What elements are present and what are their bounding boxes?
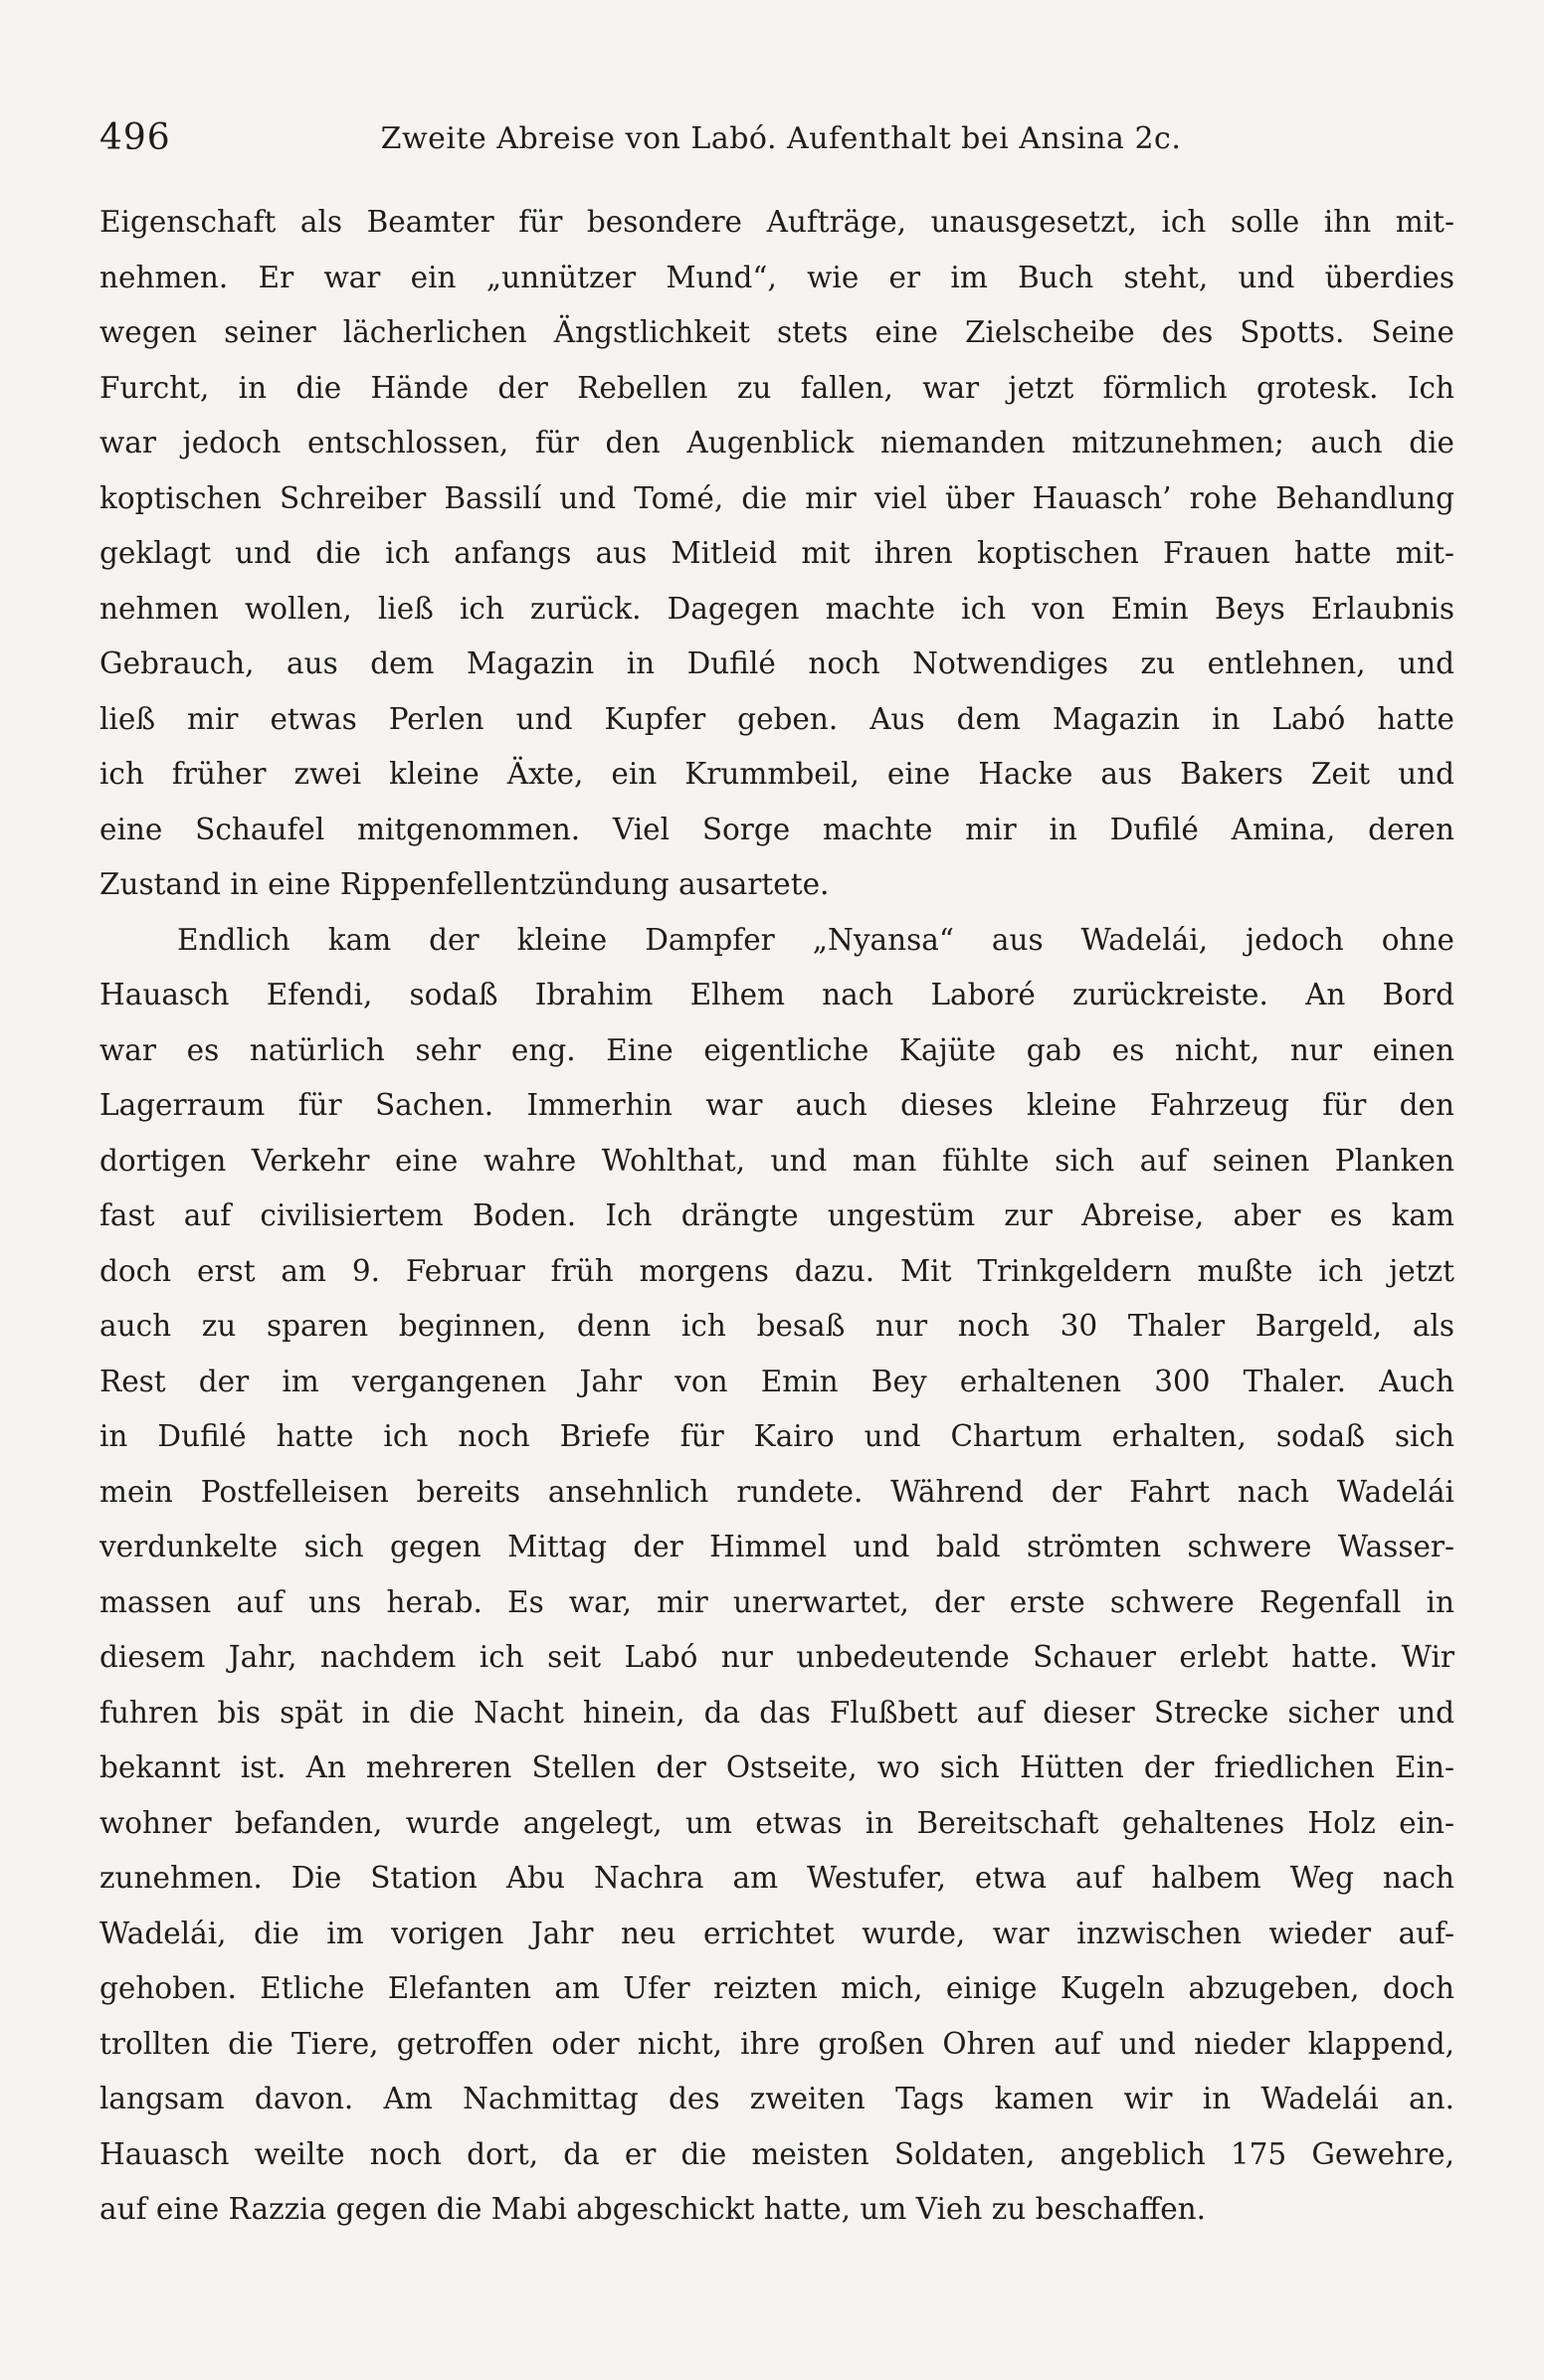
text-line: Lagerraum für Sachen. Immerhin war auch dieses kleine Fahrzeug für den <box>99 1088 1454 1122</box>
text-line: nehmen. Er war ein „unnützer Mund“, wie er im Buch steht, und überdies <box>99 260 1454 294</box>
text-line: wohner befanden, wurde angelegt, um etwas in Bereitschaft gehaltenes Holz ein- <box>99 1805 1454 1840</box>
text-line: langsam davon. Am Nachmittag des zweiten Tags kamen wir in Wadelái an. <box>99 2082 1454 2115</box>
text-line: ich früher zwei kleine Äxte, ein Krummbeil, eine Hacke aus Bakers Zeit und <box>99 757 1454 791</box>
text-line: bekannt ist. An mehreren Stellen der Ostseite, wo sich Hütten der friedlichen Ein- <box>99 1750 1454 1784</box>
text-line: Gebrauch, aus dem Magazin in Dufilé noch Notwendiges zu entlehnen, und <box>99 646 1454 680</box>
paragraph <box>99 913 1454 2238</box>
text-line: doch erst am 9. Februar früh morgens dazu. Mit Trinkgeldern mußte ich jetzt <box>99 1253 1454 1288</box>
text-line: Endlich kam der kleine Dampfer „Nyansa“ aus Wadelái, jedoch ohne <box>177 922 1454 957</box>
text-line: Hauasch weilte noch dort, da er die meisten Soldaten, angeblich 175 Gewehre, <box>99 2136 1454 2171</box>
page-number: 496 <box>99 117 171 158</box>
text-line: dortigen Verkehr eine wahre Wohlthat, und man fühlte sich auf seinen Planken <box>99 1143 1454 1178</box>
text-line: zunehmen. Die Station Abu Nachra am Westufer, etwa auf halbem Weg nach <box>99 1861 1454 1895</box>
text-line: Rest der im vergangenen Jahr von Emin Bey erhaltenen 300 Thaler. Auch <box>99 1364 1454 1398</box>
text-line: auf eine Razzia gegen die Mabi abgeschickt hatte, um Vieh zu beschaffen. <box>99 2192 1207 2226</box>
text-line: Wadelái, die im vorigen Jahr neu errichtet wurde, war inzwischen wieder auf- <box>99 1916 1454 1950</box>
text-line: in Dufilé hatte ich noch Briefe für Kairo und Chartum erhalten, sodaß sich <box>99 1419 1454 1453</box>
text-line: mein Postfelleisen bereits ansehnlich rundete. Während der Fahrt nach Wadelái <box>99 1474 1454 1509</box>
text-line: Eigenschaft als Beamter für besondere Aufträge, unausgesetzt, ich solle ihn mit- <box>99 205 1454 239</box>
text-line: war jedoch entschlossen, für den Augenblick niemanden mitzunehmen; auch die <box>99 426 1454 459</box>
text-line: Hauasch Efendi, sodaß Ibrahim Elhem nach Laboré zurückreiste. An Bord <box>99 978 1454 1011</box>
text-line: diesem Jahr, nachdem ich seit Labó nur unbedeutende Schauer erlebt hatte. Wir <box>99 1640 1454 1674</box>
text-line: Zustand in eine Rippenfellentzündung ausartete. <box>99 867 830 901</box>
text-line: fuhren bis spät in die Nacht hinein, da das Flußbett auf dieser Strecke sicher und <box>99 1695 1454 1730</box>
text-line: auch zu sparen beginnen, denn ich besaß nur noch 30 Thaler Bargeld, als <box>99 1309 1454 1343</box>
text-line: eine Schaufel mitgenommen. Viel Sorge machte mir in Dufilé Amina, deren <box>99 812 1454 846</box>
page-header <box>99 117 1462 169</box>
text-line: koptischen Schreiber Bassilí und Tomé, die mir viel über Hauasch’ rohe Behandlung <box>99 480 1454 515</box>
text-line: verdunkelte sich gegen Mittag der Himmel und bald strömten schwere Wasser- <box>99 1530 1454 1563</box>
paragraph <box>99 195 1454 913</box>
text-line: nehmen wollen, ließ ich zurück. Dagegen machte ich von Emin Beys Erlaubnis <box>99 591 1454 626</box>
text-line: trollten die Tiere, getroffen oder nicht, ihre großen Ohren auf und nieder klappend, <box>99 2026 1454 2061</box>
text-line: fast auf civilisiertem Boden. Ich drängte ungestüm zur Abreise, aber es kam <box>99 1198 1454 1232</box>
body-text <box>99 195 1454 2238</box>
text-line: Furcht, in die Hände der Rebellen zu fallen, war jetzt förmlich grotesk. Ich <box>99 370 1454 405</box>
running-title: Zweite Abreise von Labó. Aufenthalt bei Ansina 2c. <box>380 121 1182 156</box>
text-line: ließ mir etwas Perlen und Kupfer geben. Aus dem Magazin in Labó hatte <box>99 701 1454 736</box>
text-line: geklagt und die ich anfangs aus Mitleid mit ihren koptischen Frauen hatte mit- <box>99 536 1454 570</box>
text-line: gehoben. Etliche Elefanten am Ufer reizten mich, einige Kugeln abzugeben, doch <box>99 1971 1454 2005</box>
text-line: massen auf uns herab. Es war, mir unerwartet, der erste schwere Regenfall in <box>99 1584 1454 1619</box>
text-line: war es natürlich sehr eng. Eine eigentliche Kajüte gab es nicht, nur einen <box>99 1032 1454 1067</box>
text-line: wegen seiner lächerlichen Ängstlichkeit stets eine Zielscheibe des Spotts. Seine <box>99 315 1454 349</box>
